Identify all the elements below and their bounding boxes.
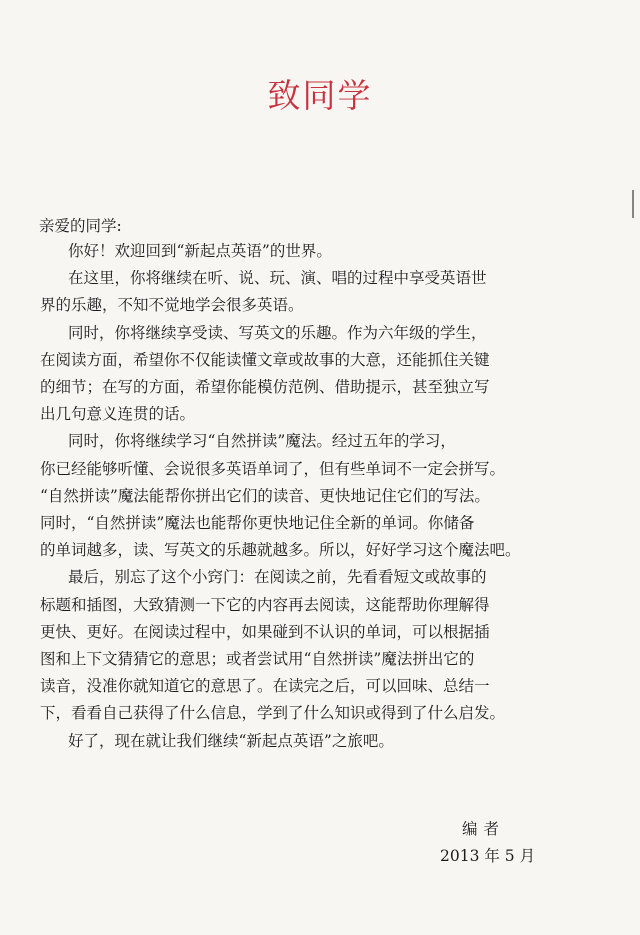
page-title: 致同学 (267, 76, 373, 115)
body-line: 你已经能够听懂、会说很多英语单词了，但有些单词不一定会拼写。 (40, 459, 506, 478)
body-line: 图和上下文猜猜它的意思；或者尝试用“自然拼读”魔法拼出它的 (40, 650, 475, 668)
body-line: 下，看看自己获得了什么信息，学到了什么知识或得到了什么启发。 (40, 704, 506, 723)
body-line: 界的乐趣，不知不觉地学会很多英语。 (40, 296, 304, 315)
body-line: 你好！欢迎回到“新起点英语”的世界。 (68, 242, 332, 260)
body-line: 出几句意义连贯的话。 (40, 405, 196, 424)
body-line: 读音，没准你就知道它的意思了。在读完之后，可以回味、总结一 (40, 677, 490, 696)
body-line: 的单词越多，读、写英文的乐趣就越多。所以，好好学习这个魔法吧。 (40, 541, 521, 560)
signature-author: 编者 (462, 820, 506, 838)
body-line: 同时，“自然拼读”魔法也能帮你更快地记住全新的单词。你储备 (40, 514, 475, 532)
salutation: 亲爱的同学: (39, 217, 122, 235)
signature-date: 2013 年 5 月 (440, 847, 536, 865)
body-line: 在阅读方面，希望你不仅能读懂文章或故事的大意，还能抓住关键 (40, 350, 490, 369)
body-line: 的细节；在写的方面，希望你能模仿范例、借助提示，甚至独立写 (40, 378, 490, 396)
body-line: 更快、更好。在阅读过程中，如果碰到不认识的单词，可以根据插 (40, 622, 490, 641)
body-line: 好了，现在就让我们继续“新起点英语”之旅吧。 (68, 731, 394, 750)
body-line: 同时，你将继续学习“自然拼读”魔法。经过五年的学习， (68, 432, 456, 451)
margin-mark (632, 190, 634, 218)
body-line: 标题和插图，大致猜测一下它的内容再去阅读，这能帮助你理解得 (40, 595, 490, 614)
body-line: 在这里，你将继续在听、说、玩、演、唱的过程中享受英语世 (68, 269, 487, 288)
body-line: 同时，你将继续享受读、写英文的乐趣。作为六年级的学生， (68, 323, 487, 342)
body-line: “自然拼读”魔法能帮你拼出它们的读音、更快地记住它们的写法。 (40, 486, 490, 505)
body-line: 最后，别忘了这个小窍门：在阅读之前，先看看短文或故事的 (68, 568, 487, 587)
